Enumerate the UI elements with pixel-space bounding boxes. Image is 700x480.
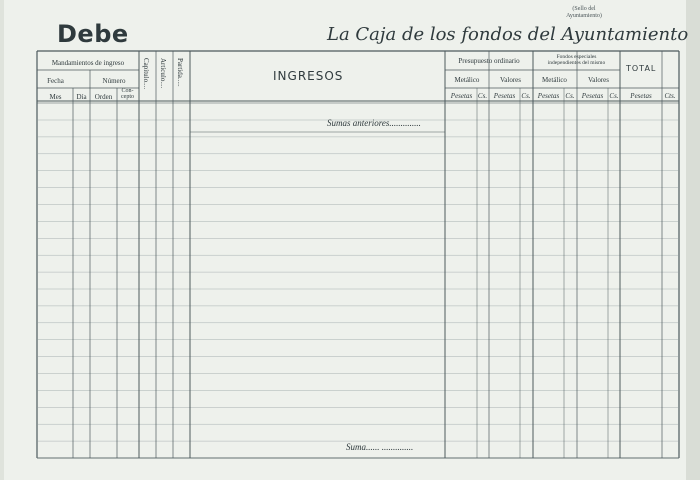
header-pesetas-1: Pesetas xyxy=(450,92,473,100)
caja-title: La Caja de los fondos del Ayuntamiento xyxy=(327,24,689,45)
header-pesetas-3: Pesetas xyxy=(537,92,560,100)
header-cts-1: Cs. xyxy=(477,92,488,100)
header-orden: Orden xyxy=(94,93,113,101)
header-ingresos: INGRESOS xyxy=(273,69,344,83)
header-presupuesto: Presupuesto ordinario xyxy=(458,57,520,65)
header-pesetas-4: Pesetas xyxy=(581,92,604,100)
stamp-label: (Sello del Ayuntamiento) xyxy=(566,6,602,19)
suma-label: Suma...... .............. xyxy=(346,442,414,452)
header-dia: Día xyxy=(76,93,87,101)
header-cts-2: Cs. xyxy=(521,92,531,100)
header-valores-2: Valores xyxy=(588,76,609,84)
header-cts-total: Cts. xyxy=(664,92,676,100)
header-cts-3: Cs. xyxy=(565,92,575,100)
header-valores-1: Valores xyxy=(500,76,521,84)
header-pesetas-total: Pesetas xyxy=(630,92,652,100)
header-capitulo: Capítulo.... xyxy=(142,58,150,90)
header-total: TOTAL xyxy=(626,64,657,73)
header-articulo: Artículo.... xyxy=(159,58,167,89)
header-metalico-1: Metálico xyxy=(454,76,480,84)
sumas-anteriores-label: Sumas anteriores.............. xyxy=(327,118,421,128)
debe-title: Debe xyxy=(57,20,129,48)
header-cts-4: Cs. xyxy=(609,92,619,100)
header-fecha: Fecha xyxy=(47,77,64,85)
header-mandamientos: Mandamientos de ingreso xyxy=(51,59,125,67)
header-metalico-2: Metálico xyxy=(542,76,567,84)
header-pesetas-2: Pesetas xyxy=(493,92,516,100)
header-fondos: Fondos especiales independientes del mismo xyxy=(547,54,606,66)
header-partida: Partida..... xyxy=(176,58,184,87)
header-numero: Número xyxy=(102,77,126,85)
header-concepto: Con- cepto xyxy=(121,88,134,100)
header-mes: Mes xyxy=(49,93,62,101)
